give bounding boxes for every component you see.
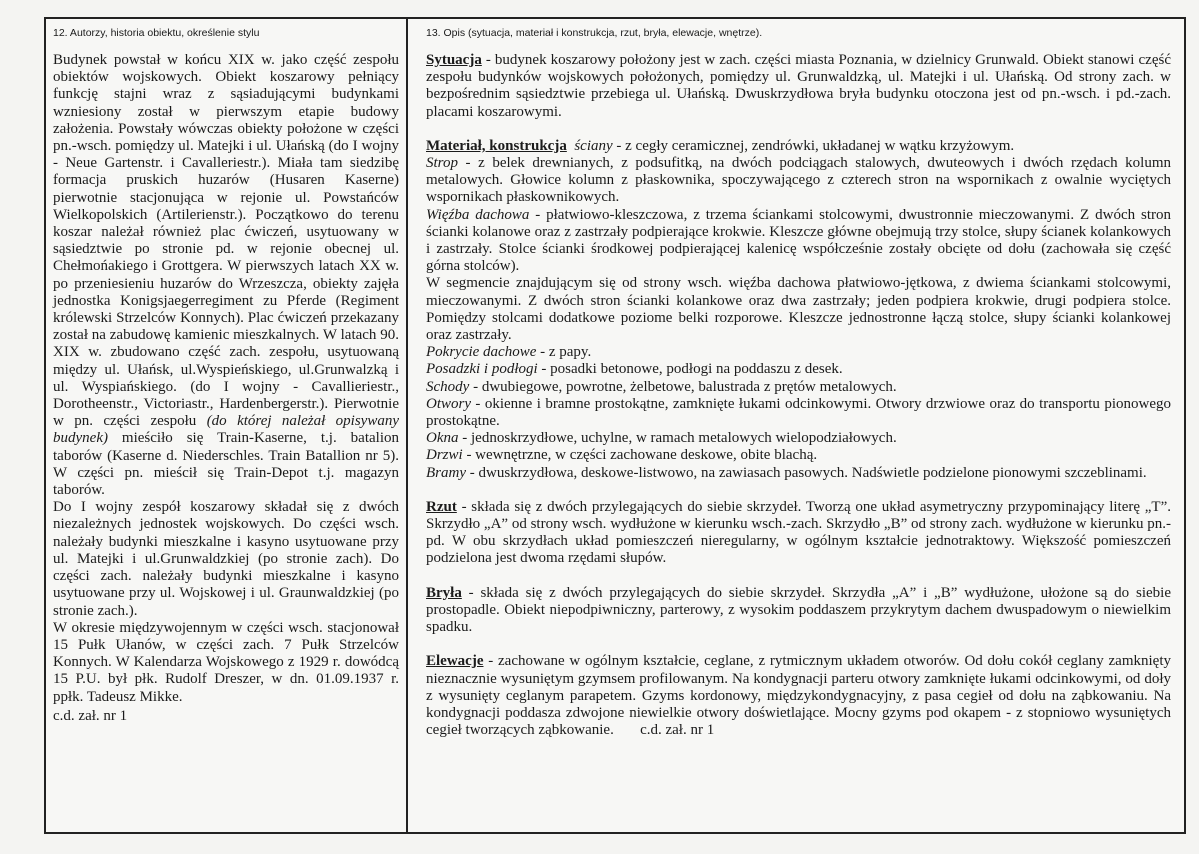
continuation-note-left: c.d. zał. nr 1 bbox=[53, 707, 128, 724]
section-rzut: Rzut - składa się z dwóch przylegających do siebie skrzydeł. Tworzą one układ asymetryczny przypominający literę „T”. Skrzydło „A” od strony wsch. wydłużone w kierunku wsch.-zach. Skrzydło „B” od strony zach. wydłużone w kierunku pn.-pd. W obu skrzydłach układ pomieszczeń nieregularny, w ogólnym kształcie jednotraktowy. Większość pomieszczeń podzielona jest dwoma rzędami słupów. bbox=[426, 498, 1171, 567]
section-label: Bryła bbox=[426, 584, 462, 601]
description-text bbox=[426, 52, 1171, 739]
section-label: Sytuacja bbox=[426, 52, 482, 68]
left-column bbox=[53, 26, 399, 725]
section-label: Materiał, konstrukcja bbox=[426, 137, 567, 154]
section-label: Rzut bbox=[426, 498, 457, 515]
column-divider bbox=[406, 19, 408, 832]
history-text bbox=[53, 52, 399, 725]
section-material: Materiał, konstrukcja ściany - z cegły ceramicznej, zendrówki, układanej w wątku krzyżowym. bbox=[426, 137, 1015, 154]
material-item: Otwory - okienne i bramne prostokątne, zamknięte łukami odcinkowymi. Otwory drzwiowe oraz do transportu pionowego prostokątne. bbox=[426, 395, 1171, 430]
continuation-note-right: c.d. zał. nr 1 bbox=[640, 722, 715, 739]
right-column bbox=[426, 26, 1171, 739]
history-paragraph-3: W okresie międzywojennym w części wsch. stacjonował 15 Pułk Ułanów, w części zach. 7 Pułk Strzelców Konnych. W Kalendarza Wojskowego z 1929 r. dowódcą 15 P.U. był płk. Rudolf Dreszer, w dn. 01.09.1937 r. ppłk. Tadeusz Mikke. bbox=[53, 619, 399, 705]
history-italic-note: (do której należał opisywany budynek) bbox=[53, 413, 399, 447]
history-paragraph-2: Do I wojny zespół koszarowy składał się z dwóch niezależnych jednostek wojskowych. Do części wsch. należały budynki mieszkalne i kasyno usytuowane przy ul. Matejki i ul.Grunwaldzkiej (po stronie zach). Do części zach. należały budynki mieszkalne i kasyno usytuowane przy ul. Wojskowej i ul. Graunwaldzkiej (po stronie zach.). bbox=[53, 499, 399, 619]
form-sheet bbox=[44, 17, 1186, 834]
section-label: Elewacje bbox=[426, 653, 484, 670]
material-item: Pokrycie dachowe - z papy. bbox=[426, 344, 592, 361]
right-header: 13. Opis (sytuacja, materiał i konstrukcja, rzut, bryła, elewacje, wnętrze). bbox=[426, 27, 763, 39]
material-item: Bramy - dwuskrzydłowa, deskowe-listwowo, na zawiasach pasowych. Nadświetle podzielone pionowymi szczeblinami. bbox=[426, 464, 1147, 481]
section-sytuacja: Sytuacja - budynek koszarowy położony jest w zach. części miasta Poznania, w dzielnicy Grunwald. Obiekt stanowi część zespołu budynków wojskowych położonych, pomiędzy ul. Grunwaldzką, ul. Matejki i ul. Ułańską. Od strony zach. w bezpośrednim sąsiedztwie przebiega ul. Ułańską. Dwuskrzydłowa bryła budynku otoczona jest od pn.-wsch. i pd.-zach. placami koszarowymi. bbox=[426, 52, 1171, 120]
material-item: Schody - dwubiegowe, powrotne, żelbetowe, balustrada z prętów metalowych. bbox=[426, 378, 897, 395]
section-elewacje: Elewacje - zachowane w ogólnym kształcie, ceglane, z rytmicznym układem otworów. Od dołu cokół ceglany zamknięty nieznacznie wysuniętym gzymsem profilowanym. Na kondygnacji parteru otwory zamknięte łukami odcinkowymi, od doły z wysunięty ceglanym parapetem. Gzyms kordonowy, międzykondygnacyjny, z pasa cegieł od dołu na ząbkowaniu. Na kondygnacji poddasza zdwojone niewielkie otwory doświetlające. Mocny gzyms pod okapem - z stopniowo wysuniętych cegieł tworzących ząbkowanie. c.d. zał. nr 1 bbox=[426, 653, 1171, 739]
material-item: Drzwi - wewnętrzne, w części zachowane deskowe, obite blachą. bbox=[426, 447, 818, 464]
left-header: 12. Autorzy, historia obiektu, określenie stylu bbox=[53, 27, 260, 39]
material-item: W segmencie znajdującym się od strony wsch. więźba dachowa płatwiowo-jętkowa, z dwiema ściankami stolcowymi, mieczowanymi. Z dwóch stron ścianki kolankowe oraz dwa zastrzały; jeden podpiera krokwie, drugi podpiera stolce. Pomiędzy stolcami dodatkowe poziome belki rozporowe. Kleszcze jednostronne łączą stolce, słupy ścianki kolankowej oraz zastrzały. bbox=[426, 275, 1171, 344]
material-item: Strop - z belek drewnianych, z podsufitką, na dwóch podciągach stalowych, dwuteowych i dwóch rzędach kolumn metalowych. Głowice kolumn z płaskownika, spoczywającego z czterech stron na wspornikach z owalnie wyciętych wspornikach płaskownikowych. bbox=[426, 155, 1171, 206]
material-item: Okna - jednoskrzydłowe, uchylne, w ramach metalowych wielopodziałowych. bbox=[426, 430, 897, 447]
material-item: Posadzki i podłogi - posadki betonowe, podłogi na poddaszu z desek. bbox=[426, 361, 843, 378]
history-paragraph-1: Budynek powstał w końcu XIX w. jako część zespołu obiektów wojskowych. Obiekt koszarowy pełniący funkcję stajni wraz z sąsiadującymi budynkami wzniesiony został w pierwszym etapie budowy założenia. Powstały wówczas obiekty położone w części pn.-wsch. pomiędzy ul. Matejki i ul. Ułańską (do I wojny - Neue Gartenstr. i Cavalleriestr.). Miała tam siedzibę formacja pruskich huzarów (Husaren Kaserne) pierwotnie stacjonująca w rejonie ul. Powstańców Wielkopolskich (Artilerienstr.). Początkowo do terenu koszar należał również plac ćwiczeń, usytuowany w sąsiedztwie po stronie pd. w rejonie obecnej ul. Chełmońakiego i Grottgera. W pierwszych latach XX w. po przeniesieniu huzarów do Wrzeszcza, obiekty zajęła jednostka Konigsjaegerregiment zu Pferde (Regiment królewski Strzelców Konnych). Plac ćwiczeń przekazany został na zabudowę kamienic mieszkalnych. W latach 90. XIX w. zbudowano część zach. zespołu, usytuowaną między ul. Ułańsk, ul.Wyspieńskiego, ul.Grunwalzką i ul. Wyspiańskiego. (do I wojny - Cavallieriestr., Dorotheenstr., Victoriastr., Hardenbergerstr.). Pierwotnie w pn. części zespołu (do której należał opisywany budynek) mieściło się Train-Kaserne, t.j. batalion taborów (Kaserne d. Niederschles. Train Batallion nr 5). W części pn. mieścił się Train-Depot t.j. magazyn taborów. bbox=[53, 52, 399, 499]
material-item: Więźba dachowa - płatwiowo-kleszczowa, z trzema ściankami stolcowymi, dwustronnie mieczowanymi. Z dwóch stron ścianki kolanowe oraz z zastrzały podpierające krokwie. Kleszcze główne obejmują trzy stolce, słupy ścianek kolankowych i zastrzały. Stolce ścianki środkowej podpierającej kalenicę współcześnie zostały obcięte od dołu (zachowała się część górna stolców). bbox=[426, 206, 1171, 275]
section-bryla: Bryła - składa się z dwóch przylegających do siebie skrzydeł. Skrzydła „A” i „B” wydłużone, ułożone są do siebie prostopadle. Obiekt niepodpiwniczny, parterowy, z wysokim poddaszem przykrytym dachem dwuspadowym o niewielkim spadku. bbox=[426, 584, 1171, 636]
